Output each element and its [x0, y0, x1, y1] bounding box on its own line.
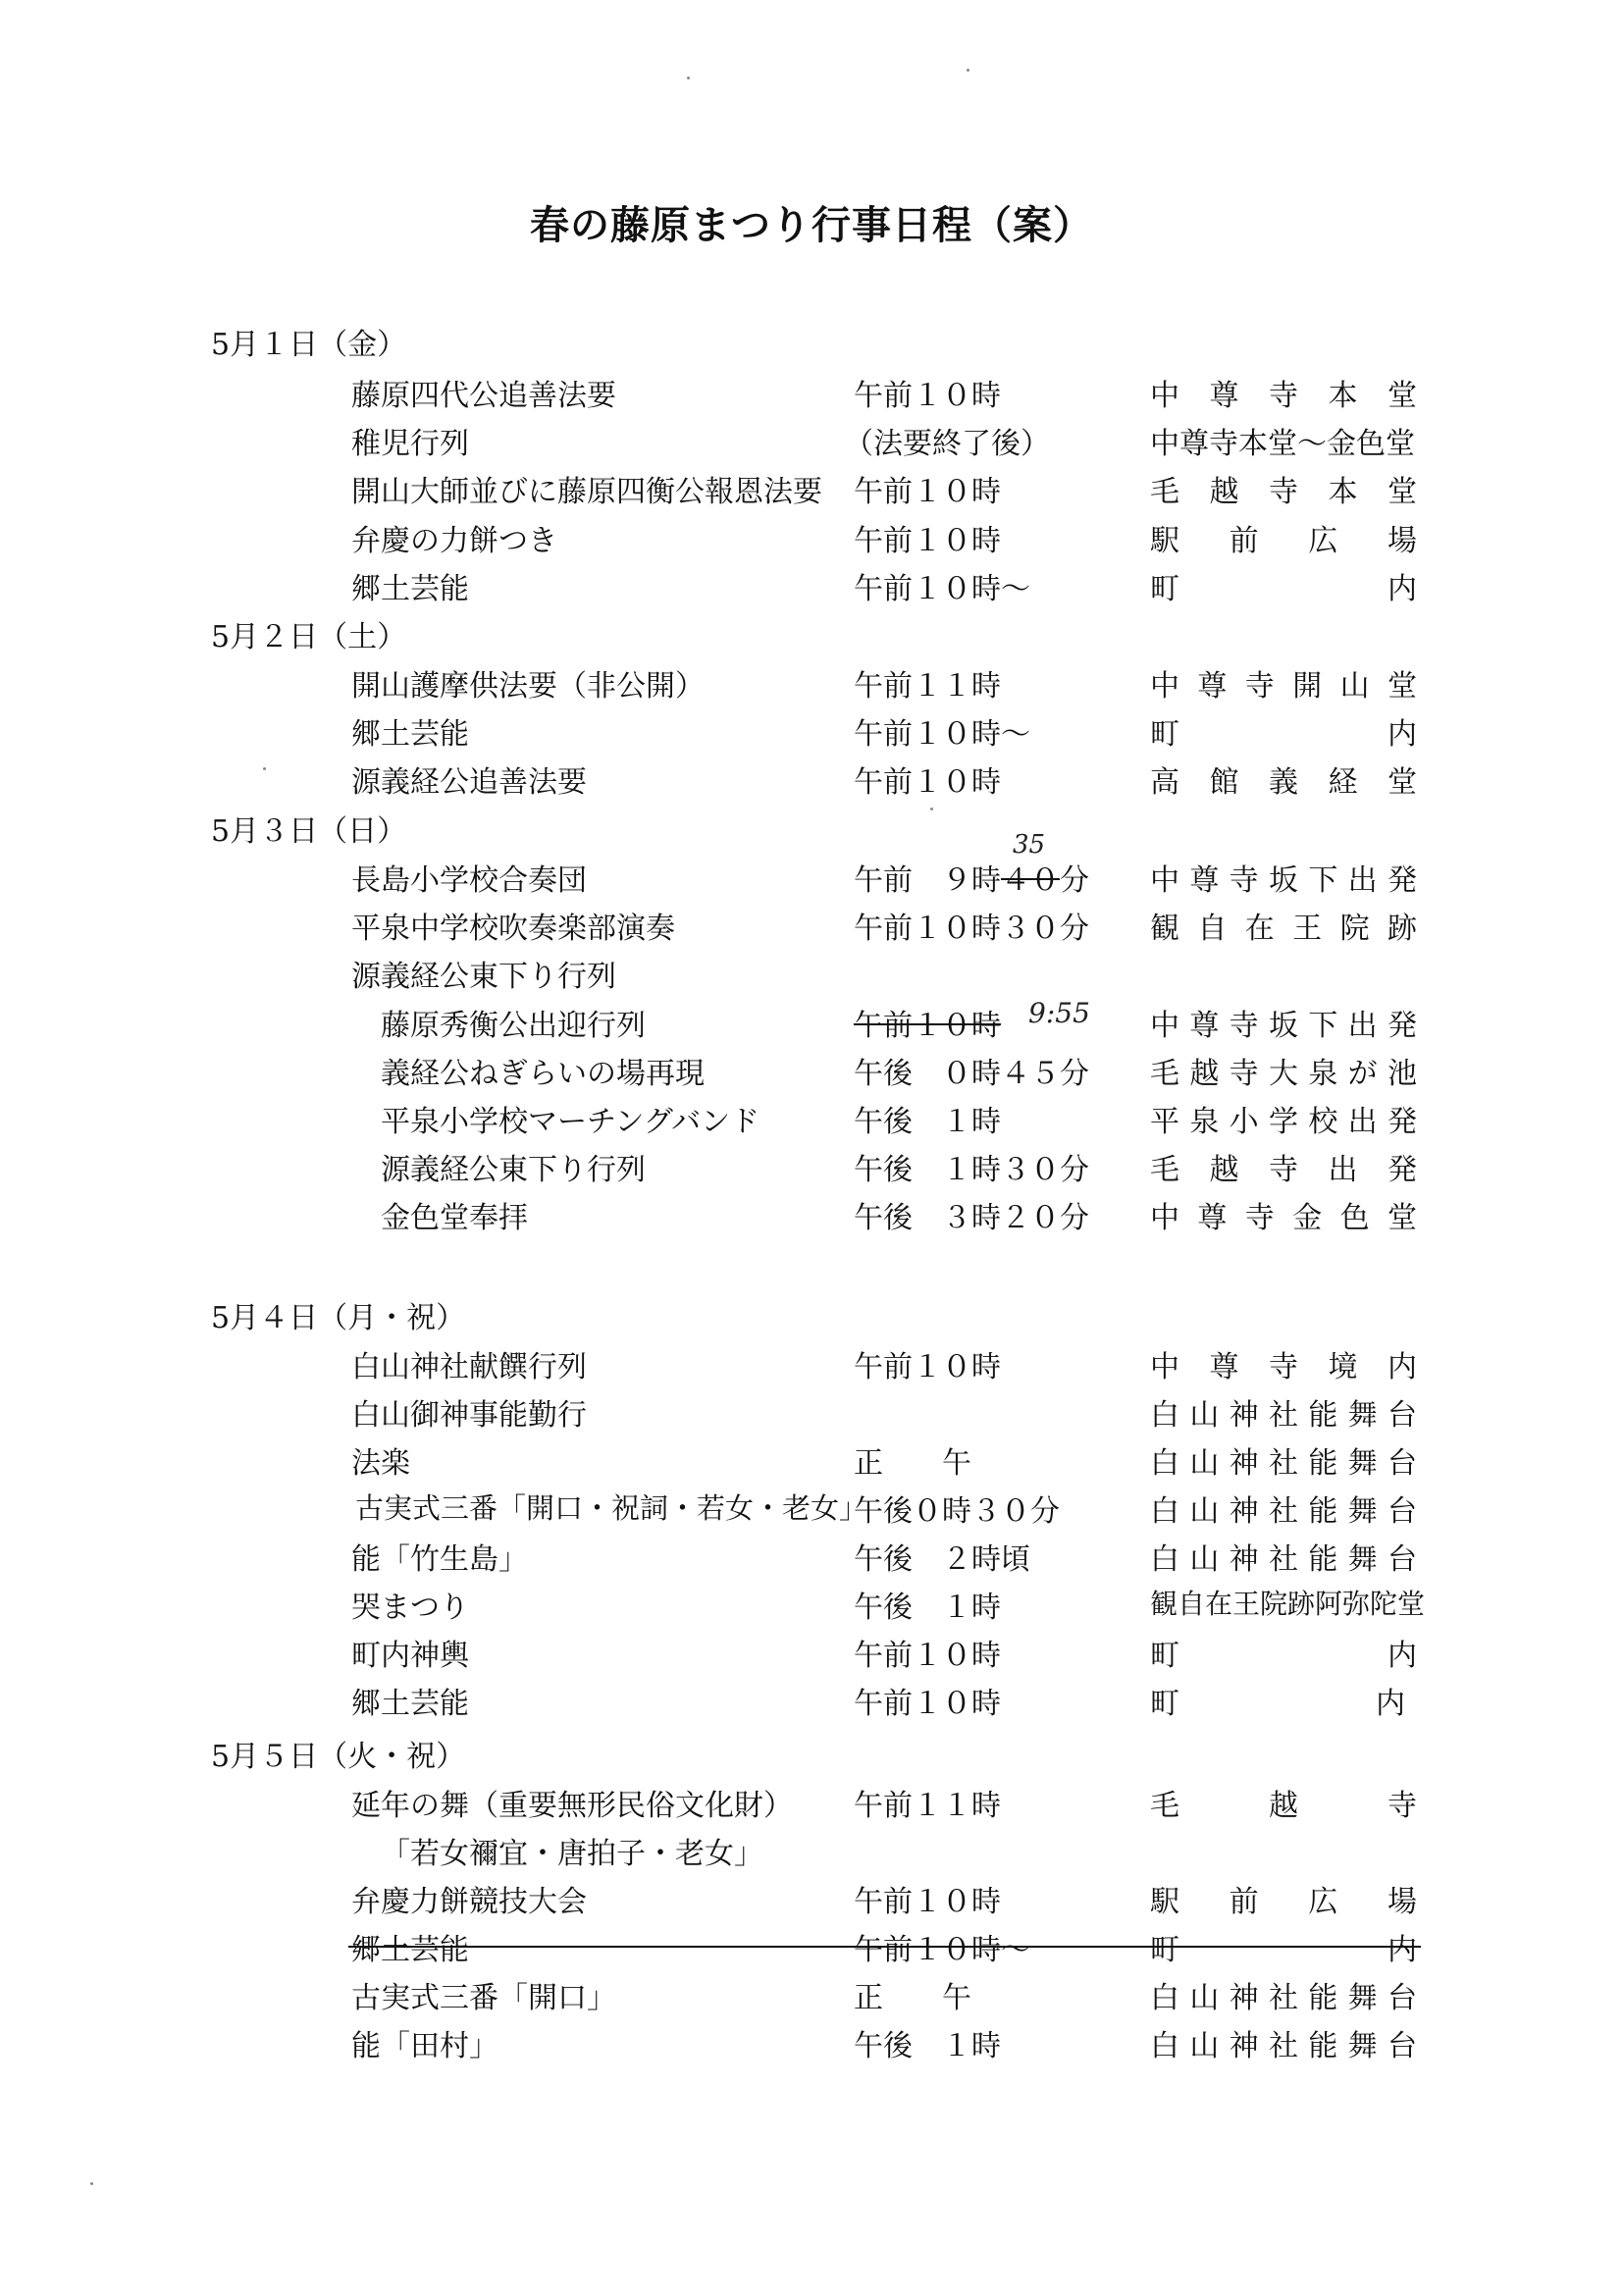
event-name: 長島小学校合奏団: [351, 863, 587, 898]
scan-speck: [263, 767, 266, 770]
event-time: 午前１０時: [854, 1687, 1001, 1721]
event-place: 町内: [1150, 717, 1417, 752]
event-name: 藤原四代公追善法要: [351, 379, 616, 413]
event-time: 午後 １時: [854, 1591, 1001, 1625]
event-place: 観自在王院跡: [1150, 912, 1417, 946]
event-place: 中尊寺境内: [1150, 1350, 1417, 1384]
event-place: 観自在王院跡阿弥陀堂: [1150, 1588, 1426, 1620]
event-time: 午前１１時: [854, 1789, 1001, 1823]
event-name: 郷土芸能: [351, 1933, 469, 1967]
event-time: 午後 １時３０分: [854, 1153, 1089, 1187]
event-time: 午後０時３０分: [854, 1494, 1060, 1529]
event-time: 午前１０時～: [854, 572, 1030, 606]
event-place: 高館義経堂: [1150, 765, 1417, 800]
struck-time-text: 午前１０時: [854, 1009, 1001, 1043]
event-name: 稚児行列: [351, 427, 469, 461]
strike-mark: [854, 1023, 1001, 1025]
day-header-may5: 5月５日（火・祝）: [211, 1740, 466, 1774]
scan-speck: [90, 2182, 93, 2185]
event-name: 源義経公追善法要: [351, 765, 587, 800]
scan-speck: [930, 808, 933, 810]
event-name: 郷土芸能: [351, 1687, 469, 1721]
event-name: 町内神輿: [351, 1639, 469, 1673]
day-header-may2: 5月２日（土）: [211, 620, 407, 654]
event-name: 源義経公東下り行列: [351, 960, 616, 994]
event-place: 白山神社能舞台: [1150, 1494, 1417, 1529]
event-time: 午前１０時: [854, 524, 1001, 558]
event-name: 延年の舞（重要無形民俗文化財）: [351, 1789, 793, 1823]
event-place: 白山神社能舞台: [1150, 1446, 1417, 1481]
event-time: 午後 ３時２０分: [854, 1201, 1089, 1235]
event-name: 郷土芸能: [351, 717, 469, 752]
event-name: 哭まつり: [351, 1591, 469, 1625]
event-time: 午前１１時: [854, 669, 1001, 704]
event-place: 白山神社能舞台: [1150, 1542, 1417, 1577]
event-note: 「若女禰宜・唐拍子・老女」: [381, 1837, 763, 1871]
event-place: 駅前広場: [1150, 1885, 1417, 1919]
event-place: 白山神社能舞台: [1150, 1981, 1417, 2015]
event-name: 郷土芸能: [351, 572, 469, 606]
event-time: [854, 856, 1089, 899]
event-name: 源義経公東下り行列: [381, 1153, 646, 1187]
event-time: 午前１０時: [854, 765, 1001, 800]
event-place: 毛越寺大泉が池: [1150, 1057, 1417, 1091]
event-name: 弁慶力餅競技大会: [351, 1885, 587, 1919]
struck-time: [854, 1001, 1001, 1044]
event-place: 中尊寺金色堂: [1150, 1201, 1417, 1235]
event-place: 中尊寺本堂～金色堂: [1150, 427, 1415, 461]
strikethrough-line: [348, 1946, 1421, 1948]
event-time: 午後 １時: [854, 1105, 1001, 1139]
event-time: 午前１０時: [854, 1885, 1001, 1919]
event-time: [854, 1001, 1001, 1044]
event-place: 中尊寺開山堂: [1150, 669, 1417, 704]
event-time: 午前１０時～: [854, 717, 1030, 752]
event-name: 弁慶の力餅つき: [351, 524, 557, 558]
event-place: 平泉小学校出発: [1150, 1105, 1417, 1139]
scan-speck: [687, 77, 690, 79]
event-place: 毛越寺本堂: [1150, 475, 1417, 509]
event-place: 中尊寺坂下出発: [1150, 863, 1417, 898]
struck-minutes: [1001, 856, 1060, 899]
event-place: 町内: [1150, 572, 1417, 606]
event-time: 午前１０時～: [854, 1933, 1030, 1967]
event-name: 平泉中学校吹奏楽部演奏: [351, 912, 675, 946]
event-time: 正 午: [854, 1981, 971, 2015]
time-suffix: 分: [1060, 863, 1089, 898]
scan-speck: [967, 69, 969, 72]
event-place: 町内: [1150, 1639, 1417, 1673]
page-title: 春の藤原まつり行事日程（案）: [530, 203, 1093, 248]
day-header-may4: 5月４日（月・祝）: [211, 1301, 466, 1335]
event-time: 正 午: [854, 1446, 971, 1481]
handwritten-correction: 35: [1013, 830, 1046, 860]
event-name: 白山御神事能勤行: [351, 1398, 587, 1433]
day-header-may1: 5月１日（金）: [211, 328, 407, 362]
event-name: 能「田村」: [351, 2029, 498, 2063]
event-time: 午前１０時: [854, 1350, 1001, 1384]
event-time: 午後 １時: [854, 2029, 1001, 2063]
event-place: 毛越寺出発: [1150, 1153, 1417, 1187]
event-place: 中尊寺本堂: [1150, 379, 1417, 413]
event-name: 古実式三番「開口・祝詞・若女・老女」: [355, 1491, 868, 1525]
event-name: 白山神社献饌行列: [351, 1350, 587, 1384]
event-place: 駅前広場: [1150, 524, 1417, 558]
event-name: 法楽: [351, 1446, 410, 1481]
event-time: 午後 ２時頃: [854, 1542, 1030, 1577]
event-time: 午前１０時: [854, 1639, 1001, 1673]
event-place: 町内: [1150, 1687, 1405, 1721]
event-time: 午後 ０時４５分: [854, 1057, 1089, 1091]
event-place: 白山神社能舞台: [1150, 1398, 1417, 1433]
event-place: 白山神社能舞台: [1150, 2029, 1417, 2063]
struck-minutes-text: ４０: [1001, 863, 1060, 898]
event-name: 能「竹生島」: [351, 1542, 528, 1577]
event-name: 金色堂奉拝: [381, 1201, 528, 1235]
event-place: 町内: [1150, 1933, 1417, 1967]
event-name: 古実式三番「開口」: [351, 1981, 616, 2015]
event-time: 午前１０時: [854, 379, 1001, 413]
event-time: 午前１０時: [854, 475, 1001, 509]
strike-mark: [1001, 878, 1060, 880]
event-place: 毛越寺: [1150, 1789, 1417, 1823]
day-header-may3: 5月３日（日）: [211, 814, 407, 849]
event-place: 中尊寺坂下出発: [1150, 1009, 1417, 1043]
event-name: 平泉小学校マーチングバンド: [381, 1105, 760, 1139]
event-time: 午前１０時３０分: [854, 912, 1089, 946]
event-time: （法要終了後）: [844, 427, 1050, 461]
event-name: 義経公ねぎらいの場再現: [381, 1057, 705, 1091]
event-name: 開山護摩供法要（非公開）: [351, 669, 705, 704]
event-name: 藤原秀衡公出迎行列: [381, 1009, 646, 1043]
handwritten-correction: 9:55: [1028, 997, 1090, 1029]
time-prefix: 午前 ９時: [854, 863, 1001, 898]
event-name: 開山大師並びに藤原四衡公報恩法要: [351, 475, 822, 509]
